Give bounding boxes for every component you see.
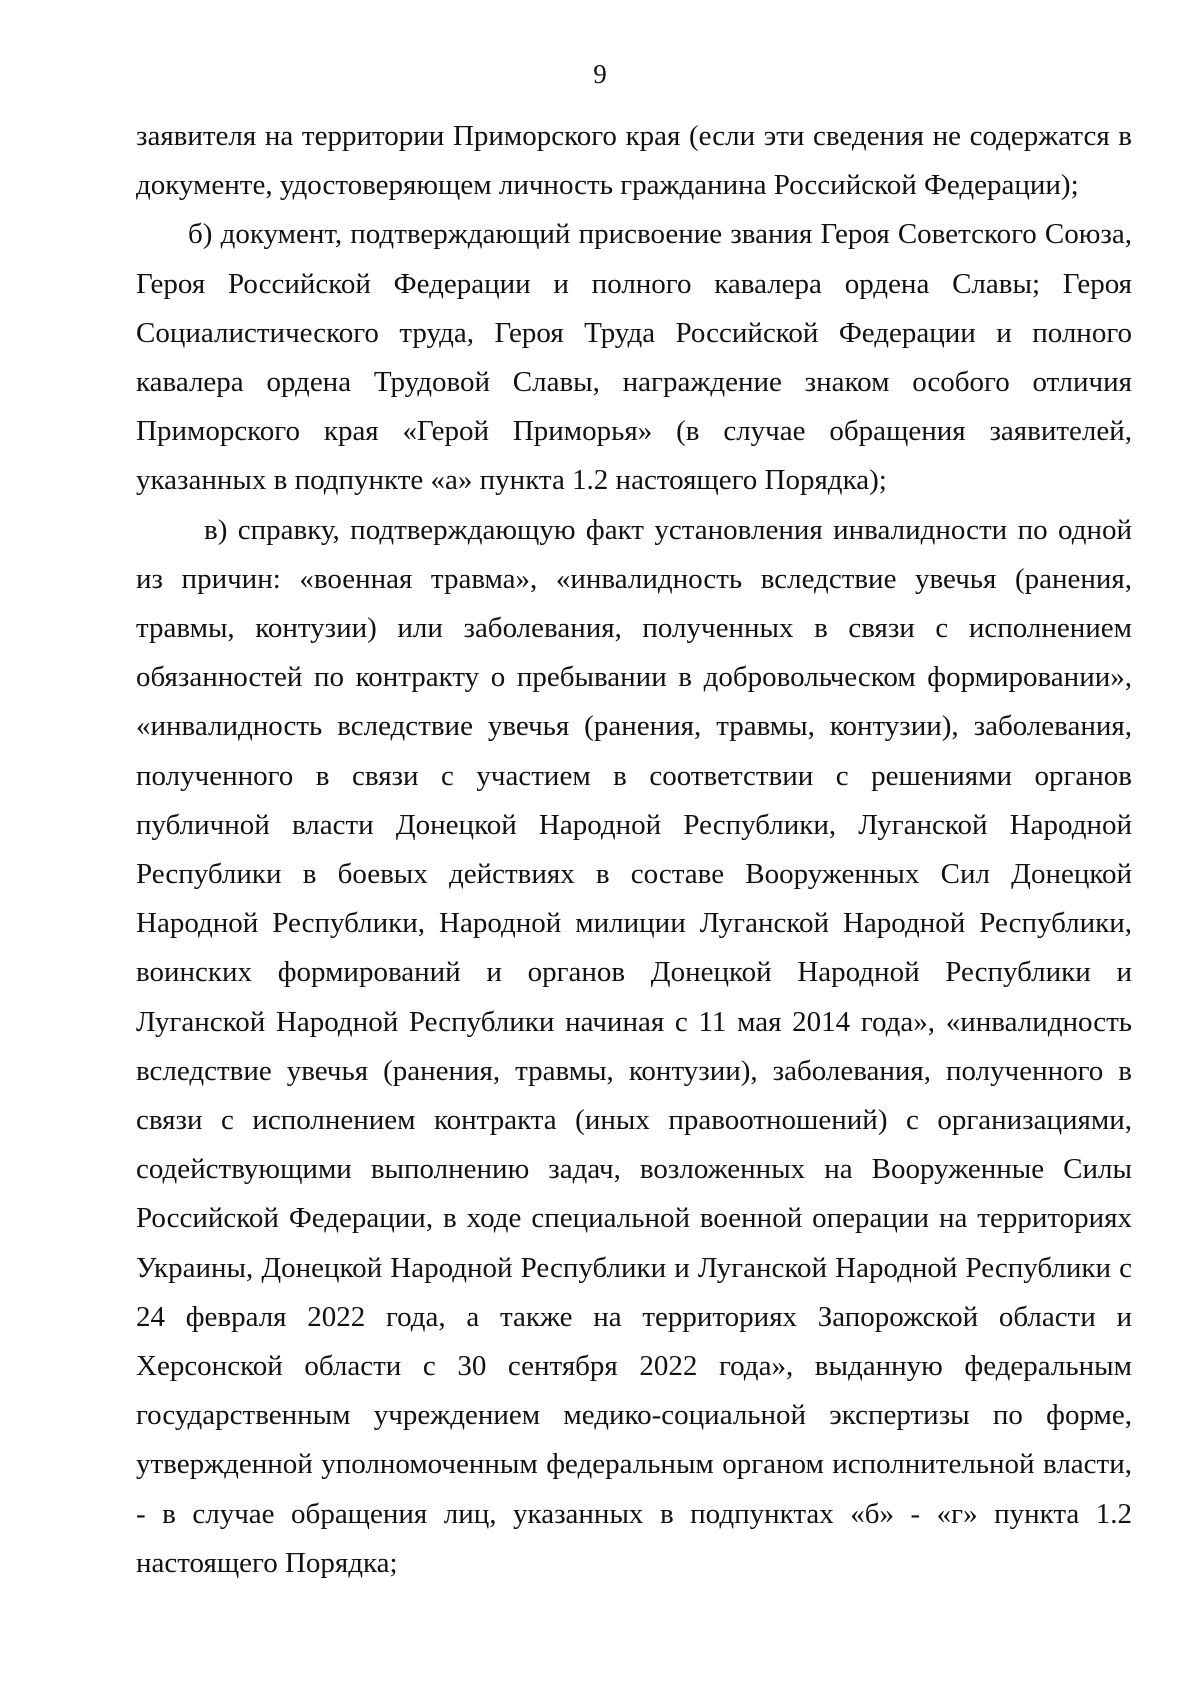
paragraph-continuation: заявителя на территории Приморского края (если эти сведения не содержатся в документе, удостоверяющем личность гражданина Российской Федерации); xyxy=(136,120,1132,202)
page-number: 9 xyxy=(593,59,607,89)
document-body xyxy=(136,112,1132,1588)
paragraph-item-b: б) документ, подтверждающий присвоение звания Героя Советского Союза, Героя Российской Федерации и полного кавалера ордена Славы; Героя Социалистического труда, Героя Труда Российской Федерации и полного кавалера ордена Трудовой Славы, награждение знаком особого отличия Приморского края «Герой Приморья» (в случае обращения заявителей, указанных в подпункте «а» пункта 1.2 настоящего Порядка); xyxy=(136,218,1132,497)
paragraph-item-v: в) справку, подтверждающую факт установления инвалидности по одной из причин: «военная травма», «инвалидность вследствие увечья (ранения, травмы, контузии) или заболевания, полученных в связи с исполнением обязанностей по контракту о пребывании в добровольческом формировании», «инвалидность вследствие увечья (ранения, травмы, контузии), заболевания, полученного в связи с участием в соответствии с решениями органов публичной власти Донецкой Народной Республики, Луганской Народной Республики в боевых действиях в составе Вооруженных Сил Донецкой Народной Республики, Народной милиции Луганской Народной Республики, воинских формирований и органов Донецкой Народной Республики и Луганской Народной Республики начиная с 11 мая 2014 года», «инвалидность вследствие увечья (ранения, травмы, контузии), заболевания, полученного в связи с исполнением контракта (иных правоотношений) с организациями, содействующими выполнению задач, возложенных на Вооруженные Силы Российской Федерации, в ходе специальной военной операции на территориях Украины, Донецкой Народной Республики и Луганской Народной Республики с 24 февраля 2022 года, а также на территориях Запорожской области и Херсонской области с 30 сентября 2022 года», выданную федеральным государственным учреждением медико-социальной экспертизы по форме, утвержденной уполномоченным федеральным органом исполнительной власти, - в случае обращения лиц, указанных в подпунктах «б» - «г» пункта 1.2 настоящего Порядка; xyxy=(136,513,1132,1579)
